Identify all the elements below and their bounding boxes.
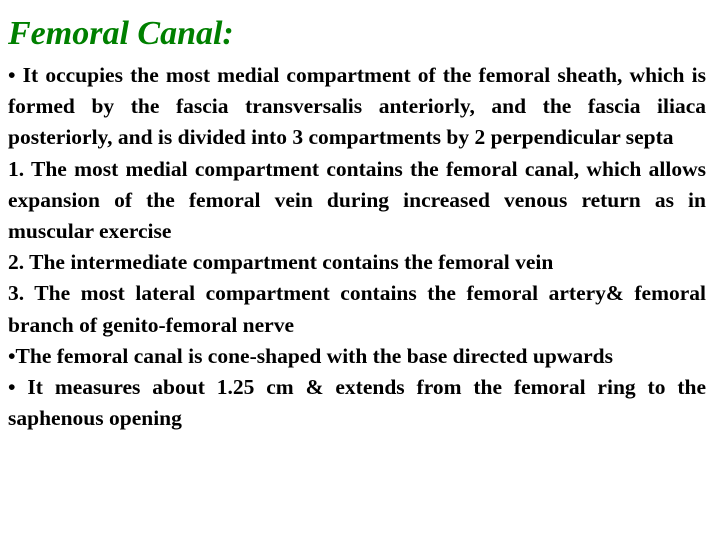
slide-body bbox=[8, 60, 706, 434]
numbered-item-lateral-compartment: 3. The most lateral compartment contains the femoral artery& femoral branch of genito-femoral nerve bbox=[8, 281, 706, 337]
bullet-paragraph-measurement: • It measures about 1.25 cm & extends from the femoral ring to the saphenous opening bbox=[8, 375, 706, 431]
slide-title: Femoral Canal: bbox=[8, 15, 234, 52]
numbered-item-intermediate-compartment: 2. The intermediate compartment contains the femoral vein bbox=[8, 250, 554, 275]
numbered-item-medial-compartment: 1. The most medial compartment contains the femoral canal, which allows expansion of the femoral vein during increased venous return as in muscular exercise bbox=[8, 156, 706, 244]
bullet-paragraph-sheath: • It occupies the most medial compartment of the femoral sheath, which is formed by the fascia transversalis anteriorly, and the fascia iliaca posteriorly, and is divided into 3 compartments by 2 perpendicular septa bbox=[8, 63, 706, 150]
bullet-paragraph-shape: •The femoral canal is cone-shaped with the base directed upwards bbox=[8, 343, 613, 368]
